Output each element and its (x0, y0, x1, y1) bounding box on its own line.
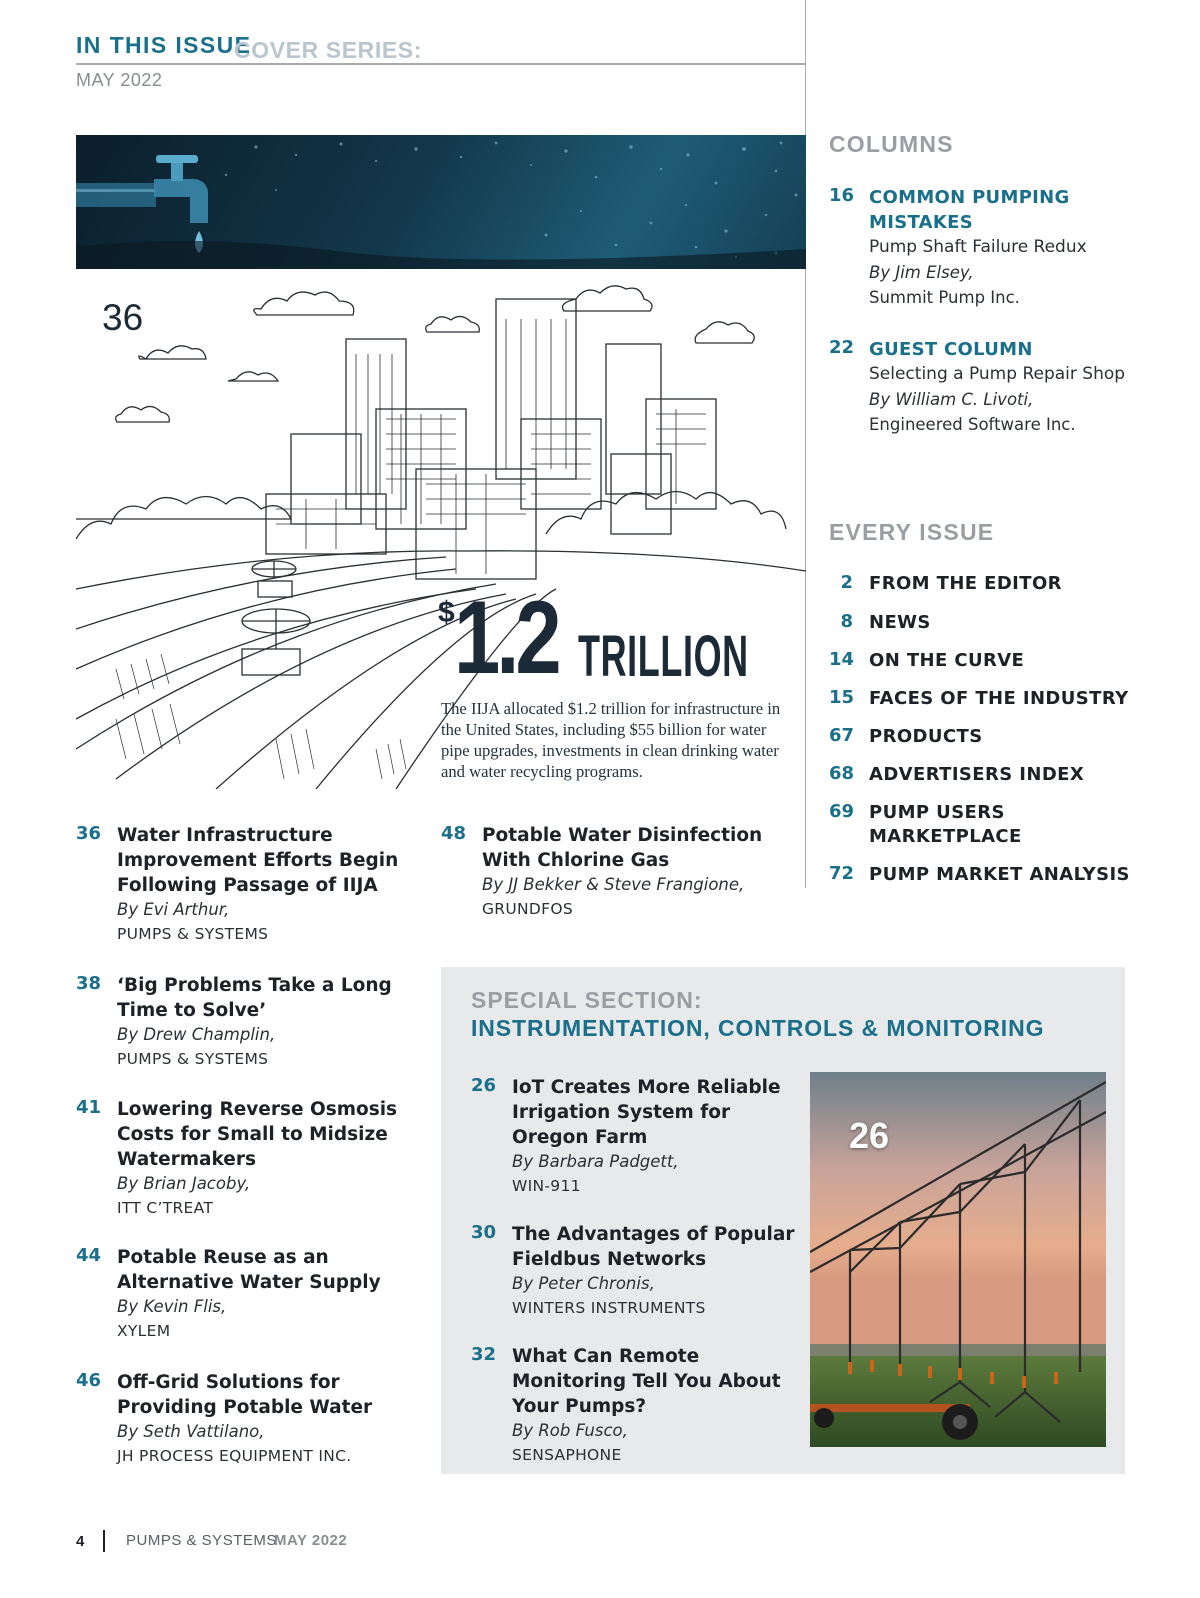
special-article-30[interactable] (471, 1222, 801, 1321)
every-issue-item[interactable] (829, 687, 1159, 711)
special-article-26[interactable] (471, 1075, 801, 1199)
article-title: IoT Creates More Reliable Irrigation System for Oregon Farm (512, 1077, 781, 1148)
article-title: Lowering Reverse Osmosis Costs for Small to Midsize Watermakers (117, 1099, 398, 1170)
article-organization: PUMPS & SYSTEMS (117, 925, 269, 943)
every-issue-page: 14 (829, 649, 855, 670)
every-issue-page: 72 (829, 863, 855, 884)
column-page-number: 16 (829, 185, 855, 206)
water-faucet-image (76, 135, 806, 269)
feature-article-38[interactable] (76, 973, 416, 1072)
special-section-kicker: SPECIAL SECTION: (471, 987, 703, 1013)
issue-date: MAY 2022 (76, 70, 163, 90)
every-issue-item[interactable] (829, 801, 1089, 849)
feature-article-36[interactable] (76, 823, 416, 947)
column-subtitle: Selecting a Pump Repair Shop (869, 364, 1126, 384)
feature-article-48[interactable] (441, 823, 771, 922)
column-title: GUEST COLUMN (869, 339, 1033, 360)
header-rule (76, 63, 806, 65)
article-page-number: 41 (76, 1097, 102, 1118)
article-organization: XYLEM (117, 1322, 171, 1340)
article-organization: JH PROCESS EQUIPMENT INC. (117, 1447, 352, 1465)
photo-page-number: 26 (849, 1115, 890, 1156)
every-issue-title: ADVERTISERS INDEX (869, 764, 1085, 785)
every-issue-heading: EVERY ISSUE (829, 519, 995, 545)
footer-divider (103, 1530, 105, 1552)
article-page-number: 36 (76, 823, 102, 844)
column-page-number: 22 (829, 337, 855, 358)
column-organization: Engineered Software Inc. (869, 415, 1076, 434)
stat-dollar-sign: $ (438, 596, 455, 629)
every-issue-title: FACES OF THE INDUSTRY (869, 688, 1129, 709)
article-byline: By Evi Arthur, (117, 900, 230, 919)
article-organization: PUMPS & SYSTEMS (117, 1050, 269, 1068)
stat-word: TRILLION (578, 624, 749, 689)
every-issue-item[interactable] (829, 572, 1159, 596)
columns-heading: COLUMNS (829, 131, 954, 157)
article-organization: SENSAPHONE (512, 1446, 622, 1464)
cover-page-number: 36 (102, 297, 144, 338)
article-title: Off-Grid Solutions for Providing Potable Water (117, 1372, 373, 1418)
every-issue-page: 15 (829, 687, 855, 708)
page-title: IN THIS ISSUE (76, 32, 252, 58)
cover-series-kicker: COVER SERIES: (234, 37, 423, 63)
feature-article-44[interactable] (76, 1245, 416, 1344)
every-issue-item[interactable] (829, 611, 1159, 635)
footer-magazine-name: PUMPS & SYSTEMS (126, 1532, 277, 1549)
article-organization: GRUNDFOS (482, 900, 574, 918)
feature-article-46[interactable] (76, 1370, 416, 1469)
every-issue-page: 8 (840, 611, 853, 632)
article-byline: By Rob Fusco, (512, 1421, 628, 1440)
article-title: ‘Big Problems Take a Long Time to Solve’ (117, 975, 392, 1021)
feature-article-41[interactable] (76, 1097, 416, 1221)
every-issue-page: 69 (829, 801, 855, 822)
article-page-number: 46 (76, 1370, 102, 1391)
column-organization: Summit Pump Inc. (869, 288, 1020, 307)
article-byline: By Seth Vattilano, (117, 1422, 265, 1441)
article-title: Potable Reuse as an Alternative Water Supply (117, 1247, 381, 1293)
cover-series-title: POTABLE WATER (234, 66, 438, 92)
article-organization: WINTERS INSTRUMENTS (512, 1299, 706, 1317)
every-issue-item[interactable] (829, 649, 1159, 673)
article-page-number: 38 (76, 973, 102, 994)
article-byline: By Kevin Flis, (117, 1297, 227, 1316)
special-article-32[interactable] (471, 1344, 801, 1468)
article-organization: WIN-911 (512, 1177, 581, 1195)
article-byline: By Peter Chronis, (512, 1274, 655, 1293)
article-title: Water Infrastructure Improvement Efforts Begin Following Passage of IIJA (117, 825, 399, 896)
stat-number: 1.2 (454, 580, 558, 696)
column-byline: By William C. Livoti, (869, 390, 1034, 409)
every-issue-title: PUMP USERS MARKETPLACE (869, 802, 1022, 847)
article-title: Potable Water Disinfection With Chlorine Gas (482, 825, 763, 871)
every-issue-title: NEWS (869, 612, 931, 633)
column-subtitle: Pump Shaft Failure Redux (869, 237, 1087, 257)
every-issue-title: PUMP MARKET ANALYSIS (869, 864, 1130, 885)
article-byline: By JJ Bekker & Steve Frangione, (482, 875, 745, 894)
every-issue-title: FROM THE EDITOR (869, 573, 1062, 594)
special-section-title: INSTRUMENTATION, CONTROLS & MONITORING (471, 1015, 1045, 1041)
folio-page-number: 4 (76, 1533, 85, 1550)
article-title: What Can Remote Monitoring Tell You About Your Pumps? (512, 1346, 781, 1417)
every-issue-item[interactable] (829, 725, 1159, 749)
article-page-number: 32 (471, 1344, 497, 1365)
footer-date: MAY 2022 (274, 1532, 348, 1549)
column-byline: By Jim Elsey, (869, 263, 974, 282)
column-item-16[interactable] (829, 185, 1159, 310)
article-page-number: 26 (471, 1075, 497, 1096)
every-issue-title: PRODUCTS (869, 726, 983, 747)
every-issue-item[interactable] (829, 763, 1159, 787)
article-title: The Advantages of Popular Fieldbus Networks (512, 1224, 795, 1270)
column-item-22[interactable] (829, 337, 1159, 437)
every-issue-page: 68 (829, 763, 855, 784)
article-organization: ITT C’TREAT (117, 1199, 214, 1217)
article-page-number: 48 (441, 823, 467, 844)
article-byline: By Drew Champlin, (117, 1025, 276, 1044)
column-title: COMMON PUMPING MISTAKES (869, 187, 1070, 233)
every-issue-page: 67 (829, 725, 855, 746)
article-page-number: 44 (76, 1245, 102, 1266)
article-byline: By Brian Jacoby, (117, 1174, 251, 1193)
every-issue-page: 2 (840, 572, 853, 593)
cover-banner (76, 135, 806, 269)
article-byline: By Barbara Padgett, (512, 1152, 679, 1171)
every-issue-item[interactable] (829, 863, 1159, 887)
article-page-number: 30 (471, 1222, 497, 1243)
stat-caption: The IIJA allocated $1.2 trillion for infrastructure in the United States, including $55 billion for water pipe upgrades, investments in clean drinking water and water recycling programs. (441, 699, 781, 781)
every-issue-title: ON THE CURVE (869, 650, 1025, 671)
